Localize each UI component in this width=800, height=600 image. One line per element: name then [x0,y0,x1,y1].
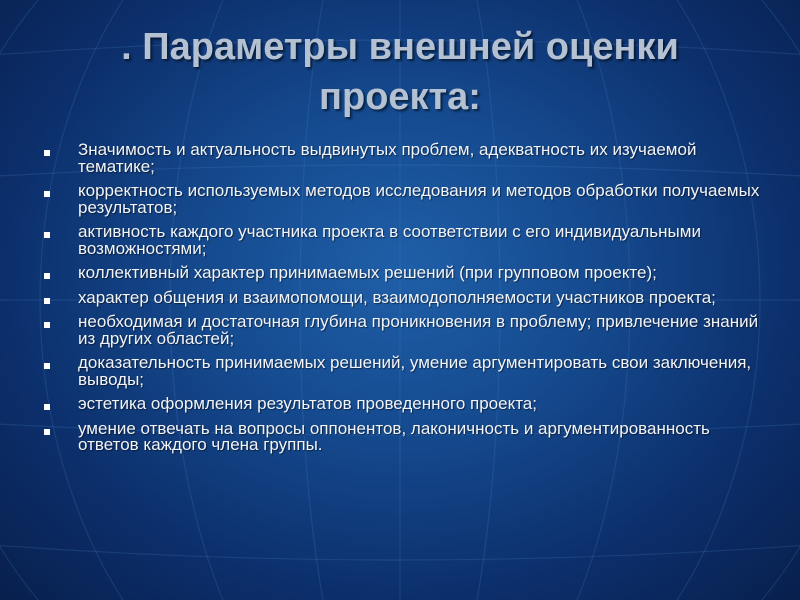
bullet-text: умение отвечать на вопросы оппонентов, лаконичность и аргументированность ответов каждого члена группы. [78,418,710,454]
square-bullet-icon [44,232,50,238]
bullet-item [44,287,764,307]
bullet-text: доказательность принимаемых решений, умение аргументировать свои заключения, выводы; [78,353,752,389]
bullet-text: Значимость и актуальность выдвинутых проблем, адекватность их изучаемой тематике; [78,140,697,176]
bullet-text: эстетика оформления результатов проведенного проекта; [78,394,537,413]
square-bullet-icon [44,429,50,435]
square-bullet-icon [44,273,50,279]
square-bullet-icon [44,322,50,328]
square-bullet-icon [44,298,50,304]
bullet-item [44,224,764,257]
bullet-item [44,265,764,282]
bullet-item [44,396,764,413]
bullet-text: коллективный характер принимаемых решений (при групповом проекте); [78,263,657,282]
square-bullet-icon [44,363,50,369]
bullet-item [44,418,764,454]
bullet-text: необходимая и достаточная глубина проникновения в проблему; привлечение знаний из других областей; [78,312,759,348]
square-bullet-icon [44,191,50,197]
bullet-item [44,355,764,388]
bullet-text: характер общения и взаимопомощи, взаимодополняемости участников проекта; [78,287,716,307]
square-bullet-icon [44,150,50,156]
bullet-list [44,142,764,462]
bullet-item [44,183,764,216]
square-bullet-icon [44,404,50,410]
bullet-item [44,142,764,175]
bullet-item [44,314,764,347]
bullet-text: активность каждого участника проекта в соответствии с его индивидуальными возможностями; [78,222,701,258]
bullet-text: корректность используемых методов исследования и методов обработки получаемых результатов; [78,181,760,217]
slide-title: . Параметры внешней оценки проекта: [121,26,679,118]
